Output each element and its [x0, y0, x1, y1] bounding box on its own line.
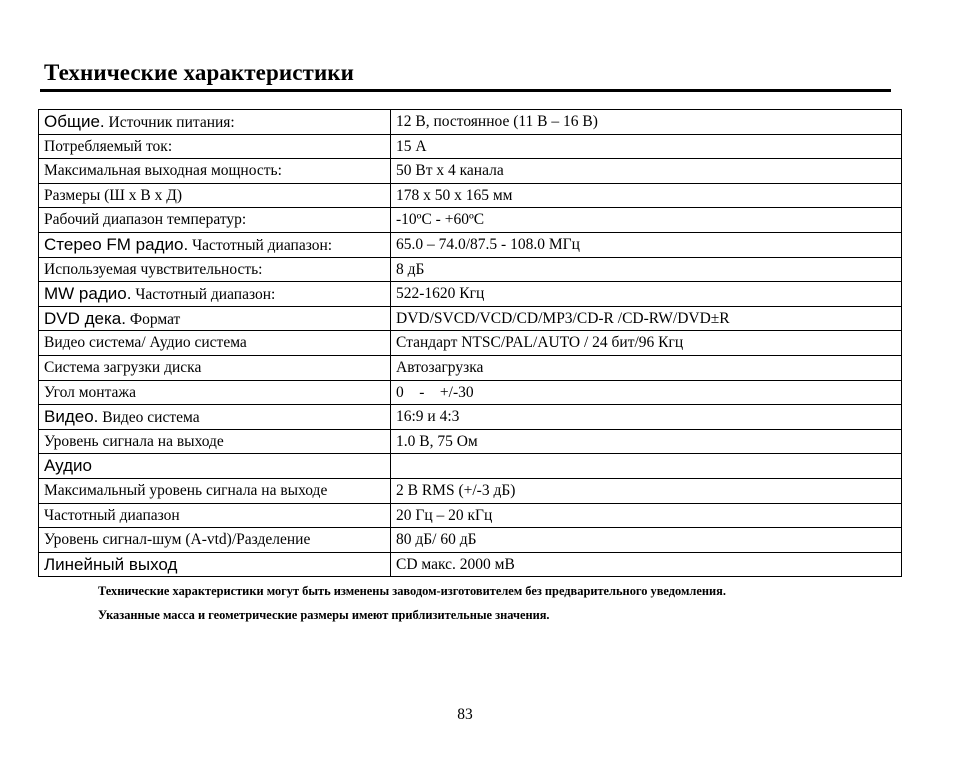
- spec-label: Рабочий диапазон температур:: [39, 208, 391, 233]
- spec-label: Потребляемый ток:: [39, 134, 391, 159]
- specifications-table: [38, 109, 902, 577]
- spec-label-cell: [39, 552, 391, 577]
- spec-value: 20 Гц – 20 кГц: [391, 503, 902, 528]
- spec-value: 178 х 50 х 165 мм: [391, 183, 902, 208]
- spec-label: Система загрузки диска: [39, 355, 391, 380]
- spec-label: Максимальный уровень сигнала на выходе: [39, 478, 391, 503]
- spec-value: 12 В, постоянное (11 В – 16 В): [391, 110, 902, 135]
- table-row: [39, 232, 902, 257]
- table-row: [39, 429, 902, 454]
- title-underline: [40, 89, 891, 92]
- spec-value: DVD/SVCD/VCD/CD/MP3/CD-R /CD-RW/DVD±R: [391, 306, 902, 331]
- spec-value: Автозагрузка: [391, 355, 902, 380]
- spec-label-cell: [39, 282, 391, 307]
- spec-label: Частотный диапазон: [39, 503, 391, 528]
- spec-label-cell: [39, 306, 391, 331]
- spec-label: Размеры (Ш х В х Д): [39, 183, 391, 208]
- spec-value: 50 Вт х 4 канала: [391, 159, 902, 184]
- table-row: [39, 331, 902, 356]
- spec-label: Формат: [125, 310, 181, 328]
- table-row: [39, 282, 902, 307]
- spec-label: Уровень сигнал-шум (A-vtd)/Разделение: [39, 528, 391, 553]
- table-row: [39, 257, 902, 282]
- table-row: [39, 183, 902, 208]
- section-heading: Аудио: [44, 456, 92, 476]
- table-row: [39, 159, 902, 184]
- page-title: Технические характеристики: [44, 60, 355, 85]
- spec-label: Уровень сигнала на выходе: [39, 429, 391, 454]
- spec-label: Источник питания:: [104, 114, 235, 132]
- spec-label: Частотный диапазон:: [188, 237, 333, 255]
- page-number: 83: [457, 706, 473, 723]
- spec-value: 2 В RMS (+/-3 дБ): [391, 478, 902, 503]
- spec-value: 65.0 – 74.0/87.5 - 108.0 МГц: [391, 232, 902, 257]
- disclaimer-note: Технические характеристики могут быть изменены заводом-изготовителем без предварительного уведомления.: [98, 584, 726, 598]
- table-row: [39, 134, 902, 159]
- table-row: [39, 208, 902, 233]
- section-heading: Общие.: [44, 112, 105, 132]
- spec-value: 1.0 В, 75 Ом: [391, 429, 902, 454]
- spec-value: CD макс. 2000 мВ: [391, 552, 902, 577]
- table-row: [39, 478, 902, 503]
- table-row: [39, 110, 902, 135]
- spec-label-cell: [39, 232, 391, 257]
- table-row: [39, 503, 902, 528]
- spec-value: 0 - +/-30: [391, 380, 902, 405]
- section-heading: DVD дека.: [44, 308, 126, 328]
- section-heading: Видео.: [44, 407, 99, 427]
- spec-label: Видео система/ Аудио система: [39, 331, 391, 356]
- section-heading: Линейный выход: [44, 554, 178, 574]
- table-row: [39, 405, 902, 430]
- spec-value: 16:9 и 4:3: [391, 405, 902, 430]
- section-heading: MW радио.: [44, 284, 132, 304]
- spec-value: 15 А: [391, 134, 902, 159]
- spec-value: Стандарт NTSC/PAL/AUTO / 24 бит/96 Кгц: [391, 331, 902, 356]
- spec-label-cell: [39, 454, 391, 479]
- spec-label-cell: [39, 405, 391, 430]
- table-row: [39, 380, 902, 405]
- spec-label: Используемая чувствительность:: [39, 257, 391, 282]
- spec-label: Максимальная выходная мощность:: [39, 159, 391, 184]
- table-row: [39, 528, 902, 553]
- spec-value-empty: [391, 454, 902, 479]
- table-row: [39, 306, 902, 331]
- dimensions-note: Указанные масса и геометрические размеры имеют приблизительные значения.: [98, 608, 550, 622]
- spec-value: 522-1620 Кгц: [391, 282, 902, 307]
- table-row: [39, 454, 902, 479]
- spec-value: -10ºC - +60ºC: [391, 208, 902, 233]
- spec-label: Частотный диапазон:: [131, 286, 276, 304]
- spec-label: Угол монтажа: [39, 380, 391, 405]
- spec-label-cell: [39, 110, 391, 135]
- section-heading: Стерео FM радио.: [44, 235, 189, 255]
- table-row: [39, 355, 902, 380]
- spec-label: Видео система: [98, 409, 200, 427]
- table-row: [39, 552, 902, 577]
- spec-value: 80 дБ/ 60 дБ: [391, 528, 902, 553]
- spec-value: 8 дБ: [391, 257, 902, 282]
